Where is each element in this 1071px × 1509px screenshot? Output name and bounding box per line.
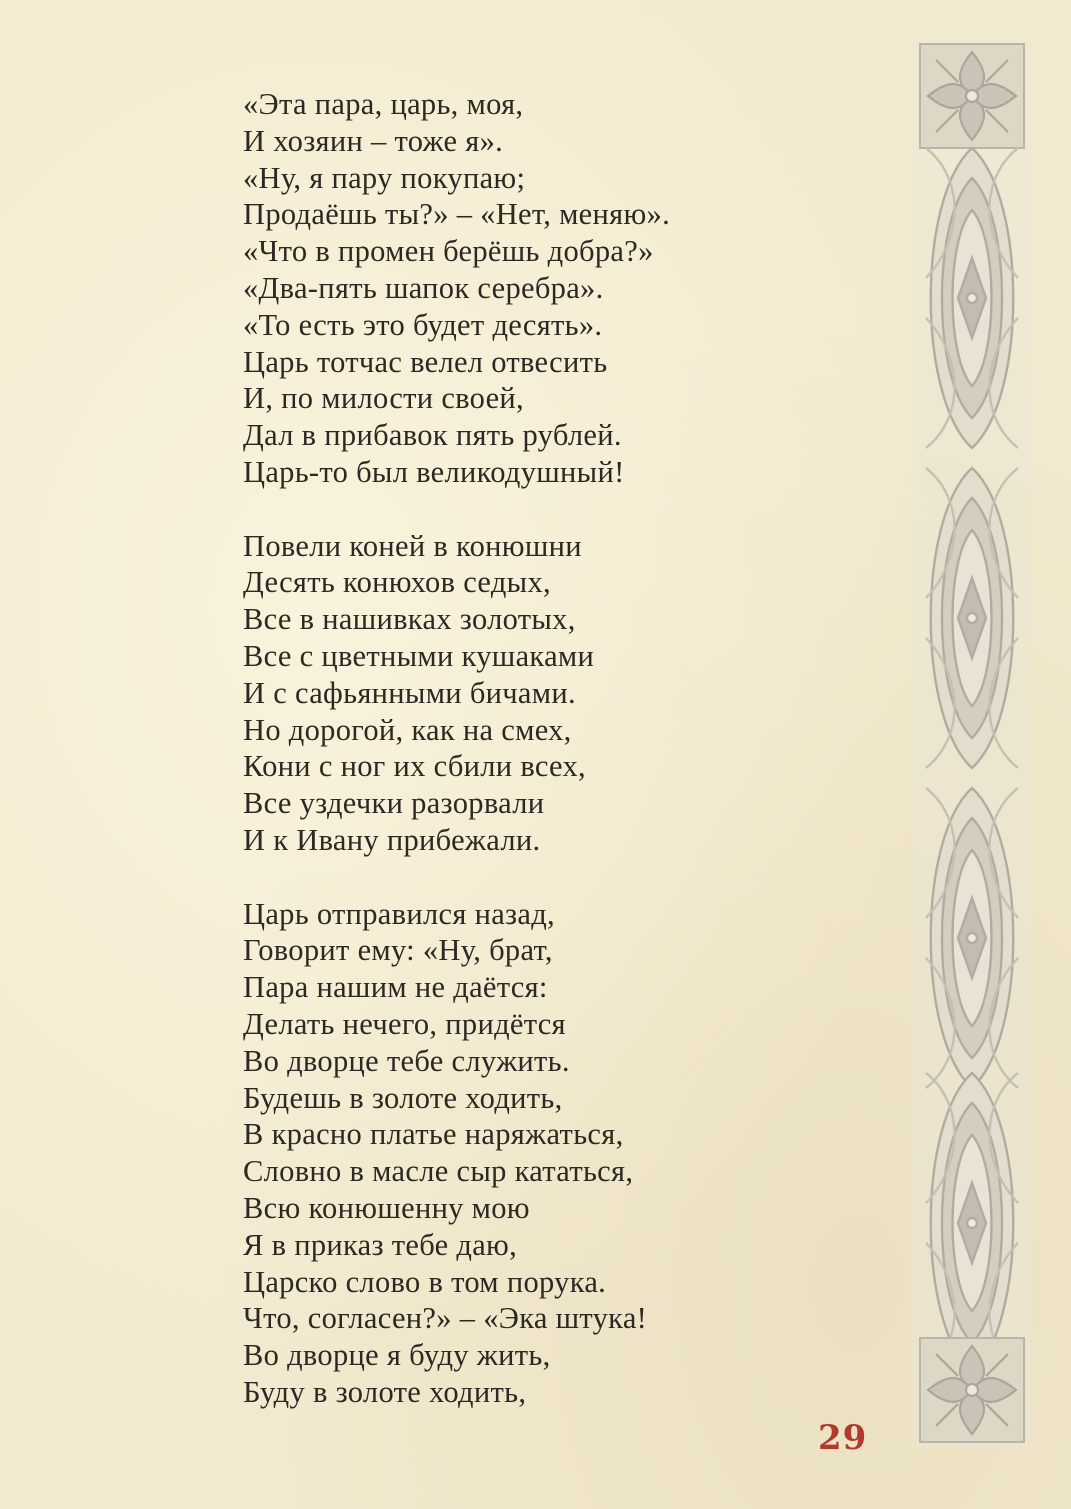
poem-line: Продаёшь ты?» – «Нет, меняю». (243, 197, 671, 232)
stanza-2 (243, 528, 883, 859)
stanza-break (243, 491, 883, 528)
poem-line: Повели коней в конюшни (243, 528, 582, 563)
poem-line: Я в приказ тебе даю, (243, 1227, 518, 1262)
poem-line: Что, согласен?» – «Эка штука! (243, 1301, 648, 1336)
poem-line: Дал в прибавок пять рублей. (243, 418, 622, 453)
poem-line: И, по милости своей, (243, 381, 524, 416)
poem-line: Все в нашивках золотых, (243, 602, 576, 637)
stanza-break (243, 859, 883, 896)
poem-line: Но дорогой, как на смех, (243, 712, 572, 747)
poem-line: «Два-пять шапок серебра». (243, 270, 604, 305)
poem-line: «Ну, я пару покупаю; (243, 160, 526, 195)
folk-pattern-border-icon (912, 38, 1032, 1448)
poem-line: «Что в промен берёшь добра?» (243, 234, 654, 269)
poem-line: Десять конюхов седых, (243, 565, 551, 600)
poem-line: Кони с ног их сбили всех, (243, 749, 586, 784)
poem-line: Царь отправился назад, (243, 896, 555, 931)
poem-line: «Эта пара, царь, моя, (243, 87, 524, 121)
page-number: 29 (818, 1418, 868, 1458)
poem-line: И хозяин – тоже я». (243, 123, 504, 158)
poem-text (243, 86, 883, 1411)
stanza-1 (243, 86, 883, 491)
poem-line: Все уздечки разорвали (243, 786, 545, 821)
poem-line: Будешь в золоте ходить, (243, 1080, 563, 1115)
poem-line: Словно в масле сыр кататься, (243, 1154, 634, 1189)
poem-line: Буду в золоте ходить, (243, 1374, 527, 1409)
poem-line: Делать нечего, придётся (243, 1006, 566, 1041)
poem-line: Все с цветными кушаками (243, 638, 595, 673)
poem-line: «То есть это будет десять». (243, 307, 603, 342)
poem-line: И к Ивану прибежали. (243, 822, 541, 857)
poem-line: Говорит ему: «Ну, брат, (243, 933, 553, 968)
poem-line: Царь тотчас велел отвесить (243, 344, 608, 379)
poem-line: Во дворце я буду жить, (243, 1338, 551, 1373)
poem-line: Пара нашим не даётся: (243, 970, 548, 1005)
poem-line: Во дворце тебе служить. (243, 1043, 570, 1078)
poem-line: В красно платье наряжаться, (243, 1117, 624, 1152)
poem-line: Царь-то был великодушный! (243, 454, 625, 489)
poem-line: И с сафьянными бичами. (243, 675, 576, 710)
poem-line: Царско слово в том порука. (243, 1264, 607, 1299)
stanza-3 (243, 896, 883, 1411)
poem-line: Всю конюшенну мою (243, 1190, 530, 1225)
